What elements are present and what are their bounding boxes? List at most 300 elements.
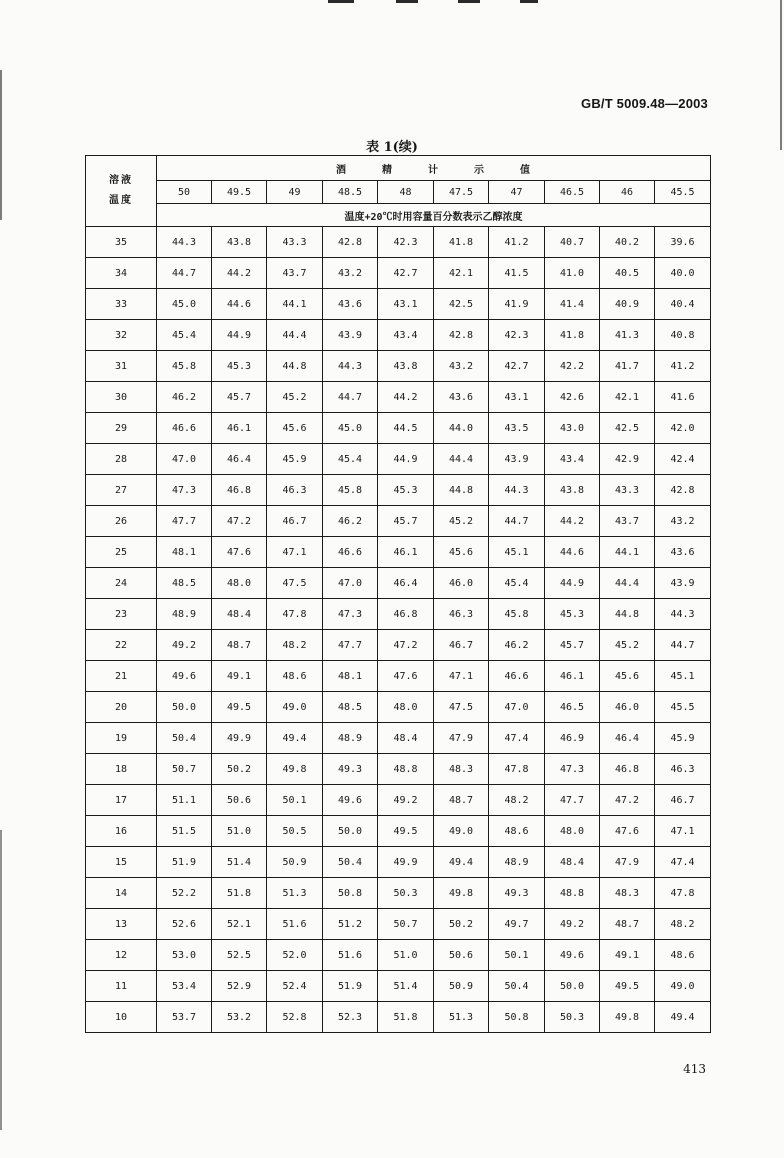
table-row (86, 506, 711, 537)
concentration-cell: 49.6 (545, 940, 600, 971)
concentration-cell: 51.8 (378, 1002, 434, 1033)
corner-label-solution-temperature: 溶液 温度 (86, 156, 157, 227)
table-caption: 表 1(续) (366, 140, 418, 155)
concentration-cell: 42.7 (489, 351, 545, 382)
concentration-cell: 46.4 (600, 723, 655, 754)
concentration-cell: 46.0 (434, 568, 489, 599)
concentration-cell: 45.4 (157, 320, 212, 351)
concentration-cell: 43.1 (378, 289, 434, 320)
concentration-cell: 43.5 (489, 413, 545, 444)
concentration-cell: 50.6 (212, 785, 267, 816)
concentration-cell: 40.8 (655, 320, 711, 351)
concentration-cell: 43.7 (600, 506, 655, 537)
temperature-cell: 34 (86, 258, 157, 289)
column-header-row (86, 181, 711, 204)
table-row (86, 785, 711, 816)
concentration-cell: 49.5 (378, 816, 434, 847)
column-header: 49.5 (212, 181, 267, 204)
table-row (86, 754, 711, 785)
concentration-cell: 43.8 (545, 475, 600, 506)
table-row (86, 258, 711, 289)
concentration-cell: 49.6 (157, 661, 212, 692)
concentration-cell: 48.1 (157, 537, 212, 568)
table-row (86, 413, 711, 444)
temperature-cell: 14 (86, 878, 157, 909)
concentration-cell: 42.3 (378, 227, 434, 258)
concentration-cell: 43.0 (545, 413, 600, 444)
concentration-cell: 45.7 (545, 630, 600, 661)
concentration-cell: 49.6 (323, 785, 378, 816)
concentration-cell: 45.5 (655, 692, 711, 723)
concentration-cell: 48.2 (655, 909, 711, 940)
concentration-cell: 44.9 (378, 444, 434, 475)
concentration-cell: 47.8 (267, 599, 323, 630)
concentration-cell: 48.1 (323, 661, 378, 692)
table-row (86, 878, 711, 909)
concentration-cell: 42.8 (323, 227, 378, 258)
temperature-cell: 11 (86, 971, 157, 1002)
concentration-cell: 49.5 (212, 692, 267, 723)
concentration-cell: 48.8 (378, 754, 434, 785)
table-row (86, 475, 711, 506)
concentration-cell: 46.7 (434, 630, 489, 661)
temperature-cell: 23 (86, 599, 157, 630)
concentration-cell: 49.4 (655, 1002, 711, 1033)
concentration-cell: 50.4 (157, 723, 212, 754)
concentration-cell: 50.3 (545, 1002, 600, 1033)
temperature-cell: 32 (86, 320, 157, 351)
concentration-cell: 48.3 (434, 754, 489, 785)
concentration-cell: 44.2 (545, 506, 600, 537)
concentration-cell: 40.4 (655, 289, 711, 320)
concentration-cell: 51.3 (267, 878, 323, 909)
concentration-cell: 48.5 (157, 568, 212, 599)
concentration-cell: 47.7 (545, 785, 600, 816)
concentration-cell: 43.3 (600, 475, 655, 506)
concentration-cell: 50.9 (434, 971, 489, 1002)
concentration-cell: 44.7 (323, 382, 378, 413)
concentration-cell: 45.2 (267, 382, 323, 413)
table-row (86, 537, 711, 568)
temperature-cell: 16 (86, 816, 157, 847)
concentration-cell: 50.6 (434, 940, 489, 971)
concentration-cell: 45.6 (600, 661, 655, 692)
concentration-cell: 45.3 (212, 351, 267, 382)
concentration-cell: 51.2 (323, 909, 378, 940)
concentration-cell: 50.8 (323, 878, 378, 909)
temperature-cell: 30 (86, 382, 157, 413)
column-header: 50 (157, 181, 212, 204)
column-header: 45.5 (655, 181, 711, 204)
concentration-cell: 42.3 (489, 320, 545, 351)
concentration-cell: 41.5 (489, 258, 545, 289)
concentration-cell: 44.3 (489, 475, 545, 506)
concentration-cell: 45.1 (655, 661, 711, 692)
concentration-cell: 42.5 (434, 289, 489, 320)
concentration-cell: 48.5 (323, 692, 378, 723)
table-row (86, 630, 711, 661)
concentration-cell: 52.5 (212, 940, 267, 971)
concentration-cell: 46.4 (378, 568, 434, 599)
concentration-cell: 52.6 (157, 909, 212, 940)
concentration-cell: 45.4 (489, 568, 545, 599)
concentration-cell: 53.4 (157, 971, 212, 1002)
alcohol-concentration-table (85, 155, 711, 1033)
concentration-cell: 46.7 (267, 506, 323, 537)
concentration-cell: 49.8 (600, 1002, 655, 1033)
concentration-cell: 50.4 (323, 847, 378, 878)
concentration-cell: 51.6 (267, 909, 323, 940)
temperature-cell: 15 (86, 847, 157, 878)
concentration-cell: 43.6 (434, 382, 489, 413)
concentration-cell: 48.2 (267, 630, 323, 661)
concentration-cell: 51.3 (434, 1002, 489, 1033)
temperature-cell: 26 (86, 506, 157, 537)
concentration-cell: 49.7 (489, 909, 545, 940)
concentration-cell: 47.1 (267, 537, 323, 568)
table-row (86, 940, 711, 971)
concentration-cell: 43.2 (434, 351, 489, 382)
concentration-cell: 43.1 (489, 382, 545, 413)
temperature-cell: 18 (86, 754, 157, 785)
concentration-cell: 42.8 (434, 320, 489, 351)
table-row (86, 1002, 711, 1033)
temperature-cell: 19 (86, 723, 157, 754)
concentration-cell: 49.8 (267, 754, 323, 785)
concentration-cell: 52.2 (157, 878, 212, 909)
concentration-cell: 40.0 (655, 258, 711, 289)
temperature-cell: 13 (86, 909, 157, 940)
concentration-cell: 41.9 (489, 289, 545, 320)
concentration-cell: 51.1 (157, 785, 212, 816)
concentration-cell: 47.5 (267, 568, 323, 599)
concentration-cell: 48.9 (323, 723, 378, 754)
concentration-cell: 46.3 (434, 599, 489, 630)
concentration-cell: 45.7 (212, 382, 267, 413)
concentration-cell: 49.4 (434, 847, 489, 878)
concentration-cell: 51.4 (378, 971, 434, 1002)
concentration-cell: 44.0 (434, 413, 489, 444)
concentration-cell: 47.5 (434, 692, 489, 723)
concentration-cell: 53.7 (157, 1002, 212, 1033)
concentration-cell: 50.1 (489, 940, 545, 971)
concentration-cell: 49.1 (212, 661, 267, 692)
concentration-cell: 47.2 (600, 785, 655, 816)
concentration-cell: 43.3 (267, 227, 323, 258)
concentration-cell: 44.1 (600, 537, 655, 568)
scan-mark (458, 0, 480, 3)
concentration-cell: 46.8 (378, 599, 434, 630)
concentration-cell: 46.4 (212, 444, 267, 475)
concentration-cell: 49.5 (600, 971, 655, 1002)
concentration-cell: 47.1 (434, 661, 489, 692)
concentration-cell: 52.4 (267, 971, 323, 1002)
concentration-cell: 45.0 (157, 289, 212, 320)
concentration-cell: 49.0 (434, 816, 489, 847)
table-row (86, 320, 711, 351)
concentration-cell: 45.4 (323, 444, 378, 475)
scan-edge-left (0, 830, 2, 1130)
concentration-cell: 51.8 (212, 878, 267, 909)
concentration-cell: 47.3 (157, 475, 212, 506)
concentration-cell: 49.9 (378, 847, 434, 878)
concentration-cell: 42.7 (378, 258, 434, 289)
concentration-cell: 40.5 (600, 258, 655, 289)
concentration-cell: 46.9 (545, 723, 600, 754)
concentration-cell: 41.7 (600, 351, 655, 382)
concentration-cell: 48.9 (489, 847, 545, 878)
table-row (86, 568, 711, 599)
temperature-cell: 21 (86, 661, 157, 692)
concentration-cell: 50.0 (323, 816, 378, 847)
concentration-cell: 46.1 (545, 661, 600, 692)
table-row (86, 599, 711, 630)
concentration-cell: 46.2 (489, 630, 545, 661)
concentration-cell: 48.8 (545, 878, 600, 909)
concentration-cell: 42.6 (545, 382, 600, 413)
concentration-cell: 42.8 (655, 475, 711, 506)
concentration-cell: 44.8 (600, 599, 655, 630)
concentration-cell: 48.7 (434, 785, 489, 816)
concentration-cell: 47.0 (157, 444, 212, 475)
concentration-cell: 44.9 (545, 568, 600, 599)
concentration-cell: 47.6 (600, 816, 655, 847)
concentration-cell: 43.6 (323, 289, 378, 320)
concentration-cell: 45.0 (323, 413, 378, 444)
concentration-cell: 44.5 (378, 413, 434, 444)
concentration-cell: 48.6 (655, 940, 711, 971)
concentration-cell: 41.2 (655, 351, 711, 382)
concentration-cell: 47.0 (489, 692, 545, 723)
concentration-cell: 47.2 (378, 630, 434, 661)
concentration-cell: 41.6 (655, 382, 711, 413)
temperature-cell: 29 (86, 413, 157, 444)
concentration-cell: 42.1 (434, 258, 489, 289)
temperature-cell: 17 (86, 785, 157, 816)
table-row (86, 723, 711, 754)
concentration-cell: 46.2 (157, 382, 212, 413)
concentration-cell: 47.9 (600, 847, 655, 878)
concentration-cell: 46.3 (267, 475, 323, 506)
concentration-cell: 47.9 (434, 723, 489, 754)
concentration-cell: 47.2 (212, 506, 267, 537)
concentration-cell: 49.2 (378, 785, 434, 816)
concentration-cell: 41.8 (434, 227, 489, 258)
concentration-cell: 42.5 (600, 413, 655, 444)
concentration-cell: 42.0 (655, 413, 711, 444)
concentration-cell: 40.7 (545, 227, 600, 258)
concentration-cell: 44.8 (434, 475, 489, 506)
concentration-cell: 47.8 (655, 878, 711, 909)
concentration-cell: 51.5 (157, 816, 212, 847)
concentration-cell: 51.0 (212, 816, 267, 847)
concentration-cell: 44.8 (267, 351, 323, 382)
concentration-cell: 45.9 (267, 444, 323, 475)
concentration-cell: 44.1 (267, 289, 323, 320)
temperature-cell: 20 (86, 692, 157, 723)
scan-edge-right (780, 0, 782, 150)
table-row (86, 351, 711, 382)
page-number: 413 (683, 1062, 706, 1076)
concentration-cell: 52.8 (267, 1002, 323, 1033)
concentration-cell: 46.8 (600, 754, 655, 785)
concentration-cell: 48.3 (600, 878, 655, 909)
concentration-cell: 53.2 (212, 1002, 267, 1033)
concentration-cell: 44.6 (545, 537, 600, 568)
concentration-cell: 42.4 (655, 444, 711, 475)
concentration-cell: 46.6 (157, 413, 212, 444)
concentration-cell: 43.4 (545, 444, 600, 475)
concentration-cell: 48.2 (489, 785, 545, 816)
concentration-cell: 43.9 (323, 320, 378, 351)
concentration-cell: 47.7 (157, 506, 212, 537)
concentration-cell: 43.4 (378, 320, 434, 351)
concentration-cell: 48.4 (545, 847, 600, 878)
concentration-cell: 47.0 (323, 568, 378, 599)
concentration-cell: 47.6 (212, 537, 267, 568)
concentration-cell: 43.2 (655, 506, 711, 537)
column-header: 49 (267, 181, 323, 204)
concentration-cell: 42.9 (600, 444, 655, 475)
temperature-cell: 31 (86, 351, 157, 382)
concentration-cell: 46.1 (212, 413, 267, 444)
concentration-cell: 48.0 (545, 816, 600, 847)
concentration-cell: 45.8 (323, 475, 378, 506)
concentration-cell: 50.1 (267, 785, 323, 816)
concentration-cell: 48.9 (157, 599, 212, 630)
concentration-cell: 48.7 (600, 909, 655, 940)
concentration-cell: 50.9 (267, 847, 323, 878)
concentration-subtitle: 温度+20℃时用容量百分数表示乙醇浓度 (157, 204, 711, 227)
concentration-cell: 48.7 (212, 630, 267, 661)
concentration-cell: 50.4 (489, 971, 545, 1002)
concentration-cell: 49.0 (655, 971, 711, 1002)
concentration-cell: 48.0 (212, 568, 267, 599)
concentration-cell: 47.3 (323, 599, 378, 630)
concentration-cell: 44.4 (267, 320, 323, 351)
concentration-cell: 46.6 (489, 661, 545, 692)
concentration-cell: 46.7 (655, 785, 711, 816)
table-row (86, 847, 711, 878)
concentration-cell: 52.3 (323, 1002, 378, 1033)
concentration-cell: 47.8 (489, 754, 545, 785)
concentration-cell: 44.4 (434, 444, 489, 475)
concentration-cell: 44.4 (600, 568, 655, 599)
concentration-cell: 44.3 (323, 351, 378, 382)
concentration-cell: 45.3 (378, 475, 434, 506)
concentration-cell: 50.8 (489, 1002, 545, 1033)
concentration-cell: 48.0 (378, 692, 434, 723)
concentration-cell: 44.3 (157, 227, 212, 258)
concentration-cell: 41.4 (545, 289, 600, 320)
table-row (86, 971, 711, 1002)
concentration-cell: 51.4 (212, 847, 267, 878)
concentration-cell: 41.0 (545, 258, 600, 289)
concentration-cell: 49.2 (157, 630, 212, 661)
scan-mark (396, 0, 418, 3)
concentration-cell: 52.1 (212, 909, 267, 940)
temperature-cell: 12 (86, 940, 157, 971)
concentration-cell: 49.8 (434, 878, 489, 909)
concentration-cell: 44.3 (655, 599, 711, 630)
column-header: 47 (489, 181, 545, 204)
concentration-cell: 48.4 (378, 723, 434, 754)
concentration-cell: 53.0 (157, 940, 212, 971)
concentration-cell: 48.6 (267, 661, 323, 692)
table-row (86, 816, 711, 847)
table-row (86, 444, 711, 475)
concentration-cell: 47.6 (378, 661, 434, 692)
concentration-cell: 49.2 (545, 909, 600, 940)
concentration-cell: 40.9 (600, 289, 655, 320)
concentration-cell: 49.3 (489, 878, 545, 909)
table-row (86, 227, 711, 258)
concentration-cell: 46.2 (323, 506, 378, 537)
concentration-cell: 44.7 (655, 630, 711, 661)
concentration-cell: 45.8 (157, 351, 212, 382)
concentration-cell: 45.9 (655, 723, 711, 754)
concentration-cell: 47.4 (489, 723, 545, 754)
standard-code: GB/T 5009.48—2003 (581, 96, 708, 111)
concentration-cell: 50.0 (157, 692, 212, 723)
temperature-cell: 10 (86, 1002, 157, 1033)
concentration-cell: 46.6 (323, 537, 378, 568)
concentration-cell: 47.1 (655, 816, 711, 847)
column-header: 46 (600, 181, 655, 204)
concentration-cell: 52.9 (212, 971, 267, 1002)
concentration-cell: 50.5 (267, 816, 323, 847)
concentration-cell: 43.6 (655, 537, 711, 568)
concentration-cell: 47.3 (545, 754, 600, 785)
table-row (86, 661, 711, 692)
concentration-cell: 52.0 (267, 940, 323, 971)
concentration-cell: 47.7 (323, 630, 378, 661)
concentration-cell: 44.2 (212, 258, 267, 289)
concentration-cell: 42.1 (600, 382, 655, 413)
concentration-cell: 43.9 (655, 568, 711, 599)
temperature-cell: 28 (86, 444, 157, 475)
concentration-cell: 41.8 (545, 320, 600, 351)
concentration-cell: 49.1 (600, 940, 655, 971)
concentration-cell: 44.7 (157, 258, 212, 289)
concentration-cell: 45.6 (267, 413, 323, 444)
concentration-cell: 50.7 (378, 909, 434, 940)
concentration-cell: 39.6 (655, 227, 711, 258)
concentration-cell: 46.5 (545, 692, 600, 723)
concentration-cell: 42.2 (545, 351, 600, 382)
concentration-cell: 50.0 (545, 971, 600, 1002)
column-header: 46.5 (545, 181, 600, 204)
column-header: 47.5 (434, 181, 489, 204)
concentration-cell: 45.3 (545, 599, 600, 630)
concentration-cell: 46.0 (600, 692, 655, 723)
temperature-cell: 27 (86, 475, 157, 506)
concentration-cell: 45.2 (434, 506, 489, 537)
concentration-cell: 44.7 (489, 506, 545, 537)
concentration-cell: 45.2 (600, 630, 655, 661)
concentration-cell: 43.9 (489, 444, 545, 475)
concentration-cell: 51.9 (157, 847, 212, 878)
concentration-cell: 45.6 (434, 537, 489, 568)
concentration-cell: 51.9 (323, 971, 378, 1002)
concentration-cell: 45.1 (489, 537, 545, 568)
concentration-cell: 51.6 (323, 940, 378, 971)
concentration-cell: 44.9 (212, 320, 267, 351)
concentration-cell: 46.8 (212, 475, 267, 506)
concentration-cell: 48.4 (212, 599, 267, 630)
concentration-cell: 43.7 (267, 258, 323, 289)
concentration-cell: 46.1 (378, 537, 434, 568)
